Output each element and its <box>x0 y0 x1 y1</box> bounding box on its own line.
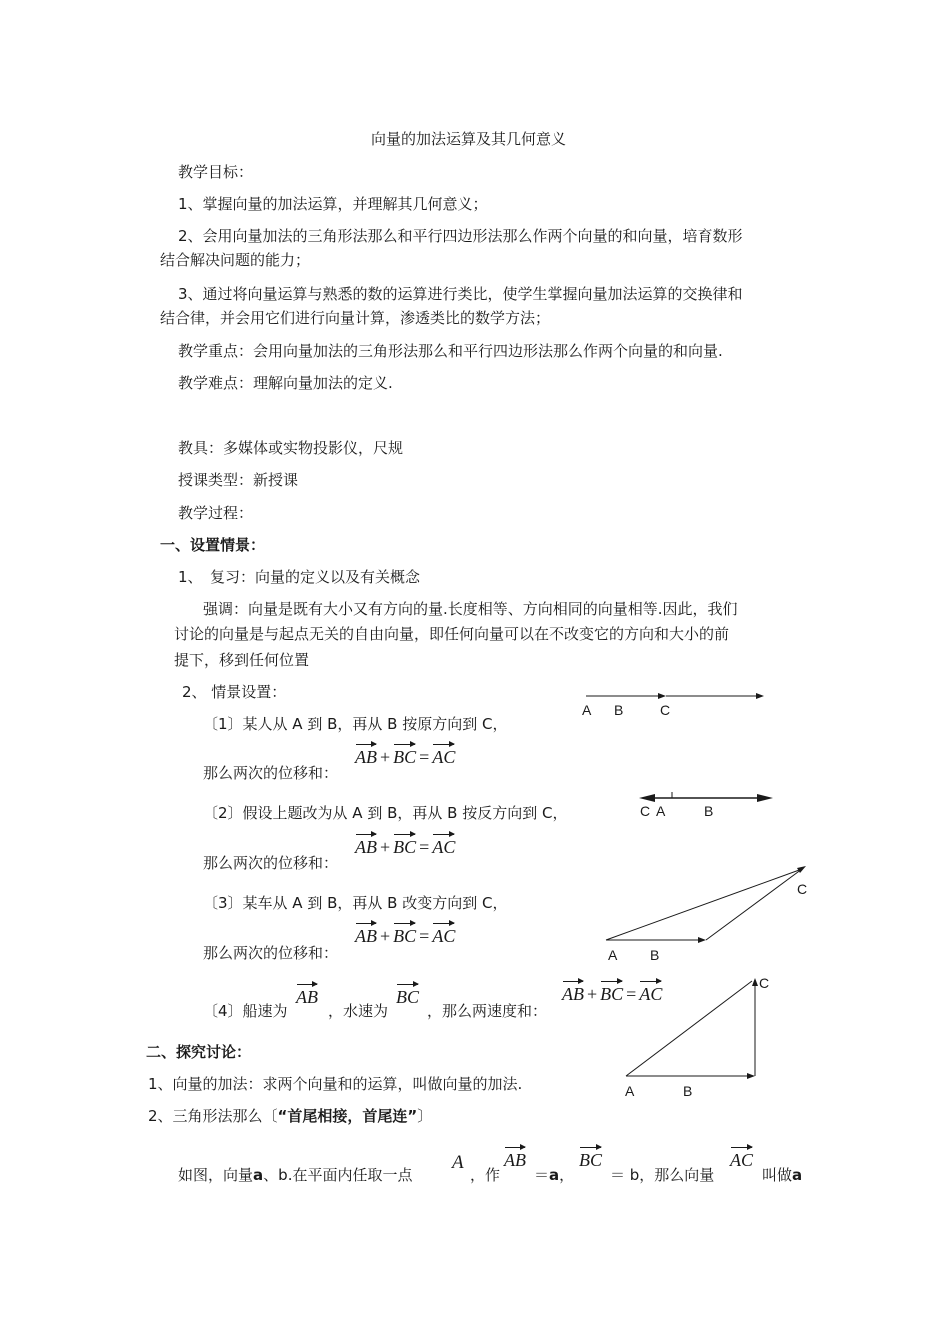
plus-sign: + <box>380 837 391 857</box>
section2-heading: 二、探究讨论： <box>146 1043 252 1061</box>
vector-b-label: b <box>278 1166 288 1184</box>
equals-sign: = <box>419 926 430 946</box>
last-p9: 叫做a <box>762 1166 803 1184</box>
vector-ac: AC <box>730 1146 753 1171</box>
vector-ab: AB <box>355 833 377 858</box>
emphasis-line-1: 强调：向量是既有大小又有方向的量.长度相等、方向相同的向量相等.因此，我们 <box>203 600 738 618</box>
plus-sign: + <box>380 747 391 767</box>
last-p1: 如图，向量 <box>178 1166 254 1184</box>
triangle-rule-prefix: 2、三角形法那么〔 <box>148 1107 278 1125</box>
objectives-label: 教学目标： <box>178 163 254 181</box>
vector-ac: AC <box>432 922 455 947</box>
equals-sign: = <box>419 747 430 767</box>
last-p7: ＝ b，那么向量 <box>610 1166 715 1184</box>
objective-2-cont: 结合解决问题的能力； <box>160 251 311 269</box>
label-a: A <box>656 803 666 819</box>
case-2: 〔2〕假设上题改为从 A 到 B，再从 B 按反方向到 C， <box>203 804 568 822</box>
vector-bc: BC <box>393 743 416 768</box>
diagram-triangle <box>598 860 813 965</box>
vector-ac: AC <box>639 980 662 1005</box>
objective-2: 2、会用向量加法的三角形法那么和平行四边形法那么作两个向量的和向量，培育数形 <box>178 227 743 245</box>
label-a: A <box>625 1083 635 1099</box>
addition-definition: 1、向量的加法：求两个向量和的运算，叫做向量的加法. <box>148 1075 523 1093</box>
label-c: C <box>759 975 770 991</box>
label-b: B <box>683 1083 693 1099</box>
last-vector-bc <box>579 1146 602 1171</box>
difficulty: 教学难点：理解向量加法的定义. <box>178 374 393 392</box>
case-4-suffix: ，那么两速度和： <box>427 1002 548 1020</box>
vector-ab: AB <box>355 922 377 947</box>
label-c: C <box>640 803 651 819</box>
equation-1 <box>355 743 455 768</box>
label-b: B <box>614 702 624 718</box>
vector-ac: AC <box>432 833 455 858</box>
equals-sign: = <box>419 837 430 857</box>
objective-1: 1、掌握向量的加法运算，并理解其几何意义； <box>178 195 488 213</box>
lesson-type: 授课类型：新授课 <box>178 471 299 489</box>
last-p4: ，作 <box>470 1166 501 1184</box>
key-point: 教学重点：会用向量加法的三角形法那么和平行四边形法那么作两个向量的和向量. <box>178 342 723 360</box>
label-a: A <box>608 947 618 963</box>
section1-heading: 一、设置情景： <box>160 536 266 554</box>
equation-2 <box>355 833 455 858</box>
objective-3: 3、通过将向量运算与熟悉的数的运算进行类比，使学生掌握向量加法运算的交换律和 <box>178 285 743 303</box>
review-item: 1、 复习：向量的定义以及有关概念 <box>178 568 421 586</box>
label-a: A <box>582 702 592 718</box>
equation-3 <box>355 922 455 947</box>
diagram-reverse-direction <box>635 788 785 828</box>
label-c: C <box>797 881 808 897</box>
case-3: 〔3〕某车从 A 到 B，再从 B 改变方向到 C， <box>203 894 508 912</box>
last-vector-ac <box>730 1146 753 1171</box>
vector-bc: BC <box>393 833 416 858</box>
water-speed-vector <box>396 983 419 1008</box>
displacement-label-2: 那么两次的位移和： <box>203 854 339 872</box>
triangle-rule-suffix: 〕 <box>417 1107 433 1125</box>
scenario-label: 2、 情景设置： <box>182 683 287 701</box>
triangle-rule <box>148 1106 432 1126</box>
displacement-label-3: 那么两次的位移和： <box>203 944 339 962</box>
vector-bc: BC <box>579 1146 602 1171</box>
label-b: B <box>650 947 660 963</box>
process-label: 教学过程： <box>178 504 254 522</box>
plus-sign: + <box>587 984 598 1004</box>
page-title: 向量的加法运算及其几何意义 <box>371 130 567 148</box>
last-p5: ＝a， <box>534 1166 575 1184</box>
vector-ac: AC <box>432 743 455 768</box>
label-c: C <box>660 702 671 718</box>
diagram-same-direction <box>570 685 780 725</box>
case-1: 〔1〕某人从 A 到 B，再从 B 按原方向到 C， <box>203 715 508 733</box>
plus-sign: + <box>380 926 391 946</box>
point-a: A <box>452 1152 464 1173</box>
last-line <box>178 1165 412 1185</box>
diagram-velocity <box>618 970 778 1100</box>
emphasis-line-3: 提下，移到任何位置 <box>174 651 310 669</box>
emphasis-line-2: 讨论的向量是与起点无关的自由向量，即任何向量可以在不改变它的方向和大小的前 <box>174 625 730 643</box>
vector-ab: AB <box>355 743 377 768</box>
vector-ab: AB <box>504 1146 526 1171</box>
label-b: B <box>704 803 714 819</box>
last-p2: 、 <box>263 1166 279 1184</box>
case-4-prefix: 〔4〕船速为 <box>203 1002 288 1020</box>
vector-a-label: a <box>253 1166 264 1184</box>
objective-3-cont: 结合律，并会用它们进行向量计算，渗透类比的数学方法； <box>160 309 551 327</box>
vector-bc: BC <box>393 922 416 947</box>
displacement-label-1: 那么两次的位移和： <box>203 764 339 782</box>
vector-ab: AB <box>562 980 584 1005</box>
vector-ab: AB <box>296 983 318 1008</box>
case-4-mid: ，水速为 <box>328 1002 389 1020</box>
ship-speed-vector <box>296 983 318 1008</box>
vector-bc: BC <box>600 980 623 1005</box>
equals-sign: = <box>626 984 637 1004</box>
last-p3: .在平面内任取一点 <box>287 1166 413 1184</box>
vector-bc: BC <box>396 983 419 1008</box>
tools: 教具：多媒体或实物投影仪，尺规 <box>178 439 404 457</box>
last-vector-ab <box>504 1146 526 1171</box>
triangle-rule-motto: “首尾相接，首尾连” <box>277 1107 418 1125</box>
